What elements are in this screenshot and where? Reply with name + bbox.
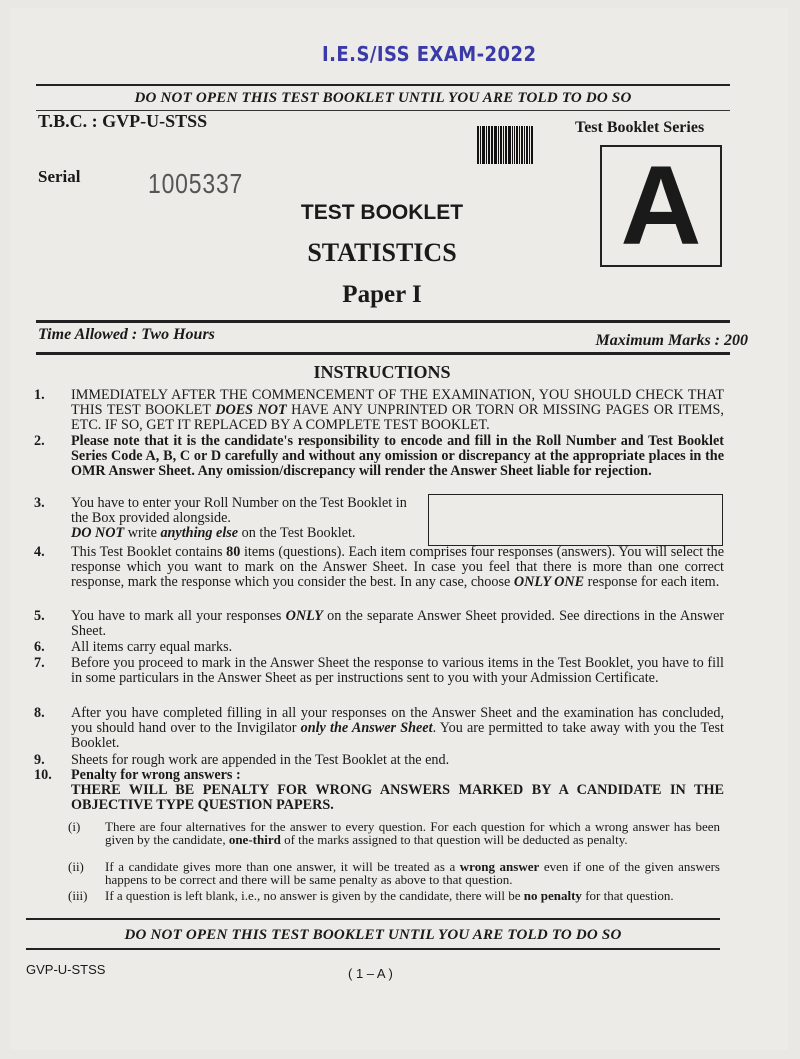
instruction-text: All items carry equal marks. — [71, 639, 233, 655]
penalty-rule-3 — [68, 889, 720, 902]
instruction-text: Please note that it is the candidate's responsibility to encode and fill in the Roll Number and Test Booklet Series Code A, B, C or D carefully and without any omission or discrepancy at the appropriate places in the OMR Answer Sheet. Any omission/discrepancy will render the Answer Sheet liable for rejection. — [71, 433, 724, 479]
roll-number-box[interactable] — [428, 494, 723, 546]
instruction-text: This Test Booklet contains — [71, 544, 227, 560]
instruction-text: IMMEDIATELY AFTER THE COMMENCEMENT OF THE EXAMINATION, YOU SHOULD CHECK THAT THIS TEST BOOKLET — [71, 387, 724, 418]
penalty-heading: Penalty for wrong answers : — [71, 767, 241, 783]
paper-title: Paper I — [342, 281, 422, 308]
instruction-10 — [34, 768, 724, 813]
instruction-number: 3. — [34, 495, 45, 511]
instruction-number: 4. — [34, 544, 45, 560]
time-rule-bottom — [36, 352, 730, 355]
instruction-text: items (questions). Each item comprises four responses (answers). You will select the response which you want to mark on the Answer Sheet. In case you feel that there is more than one correct response, mark the response which you consider the best. In any case, choose — [71, 544, 725, 590]
instruction-1 — [34, 388, 724, 433]
instruction-text: response for each item. — [584, 574, 720, 590]
instruction-text: on the separate Answer Sheet provided. See directions in the Answer Sheet. — [71, 608, 724, 639]
serial-number: 1005337 — [148, 168, 244, 199]
tbc-code: T.B.C. : GVP-U-STSS — [38, 111, 208, 131]
instruction-3 — [34, 496, 414, 541]
bottom-rule-top — [26, 918, 720, 920]
instruction-number: 7. — [34, 655, 45, 671]
instructions-heading: INSTRUCTIONS — [313, 362, 451, 382]
instruction-emphasis: only the Answer Sheet — [300, 720, 433, 736]
sub-number: (i) — [68, 819, 81, 834]
sub-text: There are four alternatives for the answer to every question. For each question for which a wrong answer has been given by the candidate, — [105, 819, 720, 847]
series-box — [600, 145, 722, 267]
footer-code: GVP-U-STSS — [26, 962, 106, 977]
instruction-number: 6. — [34, 639, 45, 655]
bottom-banner: DO NOT OPEN THIS TEST BOOKLET UNTIL YOU ARE TOLD TO DO SO — [124, 927, 622, 943]
sub-emphasis: wrong answer — [459, 859, 540, 874]
booklet-title: TEST BOOKLET — [300, 201, 464, 224]
instruction-text: Sheets for rough work are appended in the Test Booklet at the end. — [71, 752, 450, 768]
sub-emphasis: no penalty — [523, 888, 582, 903]
penalty-rule-1 — [68, 820, 720, 846]
top-banner: DO NOT OPEN THIS TEST BOOKLET UNTIL YOU ARE TOLD TO DO SO — [134, 90, 632, 106]
subject-title: STATISTICS — [307, 238, 457, 267]
instruction-number: 1. — [34, 387, 45, 403]
footer-page-number: ( 1 – A ) — [348, 966, 393, 981]
instruction-6 — [34, 640, 724, 655]
instruction-7 — [34, 656, 724, 686]
instruction-emphasis: DOES NOT — [215, 402, 287, 418]
sub-text: even if one of the given answers happens to be correct and there will be same penalty as above to that question. — [105, 859, 720, 887]
instruction-4 — [34, 545, 724, 590]
instruction-emphasis: ONLY ONE — [513, 574, 585, 590]
sub-text: If a question is left blank, i.e., no answer is given by the candidate, there will be — [105, 888, 524, 903]
top-rule — [36, 84, 730, 86]
sub-number: (iii) — [68, 888, 88, 903]
time-rule-top — [36, 320, 730, 323]
instruction-emphasis: ONLY — [285, 608, 323, 624]
instruction-text: After you have completed filling in all your responses on the Answer Sheet and the examination has concluded, you should hand over to the Invigilator — [71, 705, 724, 736]
exam-stamp: I.E.S/ISS EXAM-2022 — [322, 42, 537, 66]
instruction-number: 8. — [34, 705, 45, 721]
penalty-notice: THERE WILL BE PENALTY FOR WRONG ANSWERS MARKED BY A CANDIDATE IN THE OBJECTIVE TYPE QUESTION PAPERS. — [71, 782, 724, 813]
instruction-text: You have to mark all your responses — [71, 608, 286, 624]
instruction-8 — [34, 706, 724, 751]
barcode — [477, 126, 534, 164]
instruction-9 — [34, 753, 724, 768]
penalty-rule-2 — [68, 860, 720, 886]
instruction-number: 5. — [34, 608, 45, 624]
instruction-5 — [34, 609, 724, 639]
sub-text: for that question. — [581, 888, 674, 903]
sub-text: If a candidate gives more than one answer, it will be treated as a — [105, 859, 460, 874]
series-letter: A — [620, 143, 702, 268]
serial-label: Serial — [38, 167, 81, 186]
instruction-number: 9. — [34, 752, 45, 768]
sub-number: (ii) — [68, 859, 84, 874]
bottom-rule-bottom — [26, 948, 720, 950]
instruction-emphasis: DO NOT — [71, 525, 125, 541]
instruction-2 — [34, 434, 724, 479]
instruction-text: . You are permitted to take away with you the Test Booklet. — [71, 720, 724, 751]
time-allowed: Time Allowed : Two Hours — [38, 326, 215, 343]
max-marks: Maximum Marks : 200 — [595, 332, 748, 349]
instruction-text: write — [124, 525, 161, 541]
instruction-text: You have to enter your Roll Number on the Test Booklet in the Box provided alongside. — [71, 495, 407, 526]
instruction-emphasis: 80 — [226, 544, 241, 560]
instruction-emphasis: anything else — [160, 525, 239, 541]
instruction-text: on the Test Booklet. — [238, 525, 356, 541]
instruction-number: 10. — [34, 767, 52, 783]
sub-emphasis: one-third — [228, 832, 281, 847]
sub-text: of the marks assigned to that question will be deducted as penalty. — [280, 832, 628, 847]
series-label: Test Booklet Series — [575, 119, 705, 136]
instruction-text: HAVE ANY UNPRINTED OR TORN OR MISSING PAGES OR ITEMS, ETC. IF SO, GET IT REPLACED BY A COMPLETE TEST BOOKLET. — [71, 402, 724, 433]
instruction-number: 2. — [34, 433, 45, 449]
instruction-text: Before you proceed to mark in the Answer Sheet the response to various items in the Test Booklet, you have to fill in some particulars in the Answer Sheet as per instructions sent to you with your Admission Certificate. — [71, 655, 724, 686]
